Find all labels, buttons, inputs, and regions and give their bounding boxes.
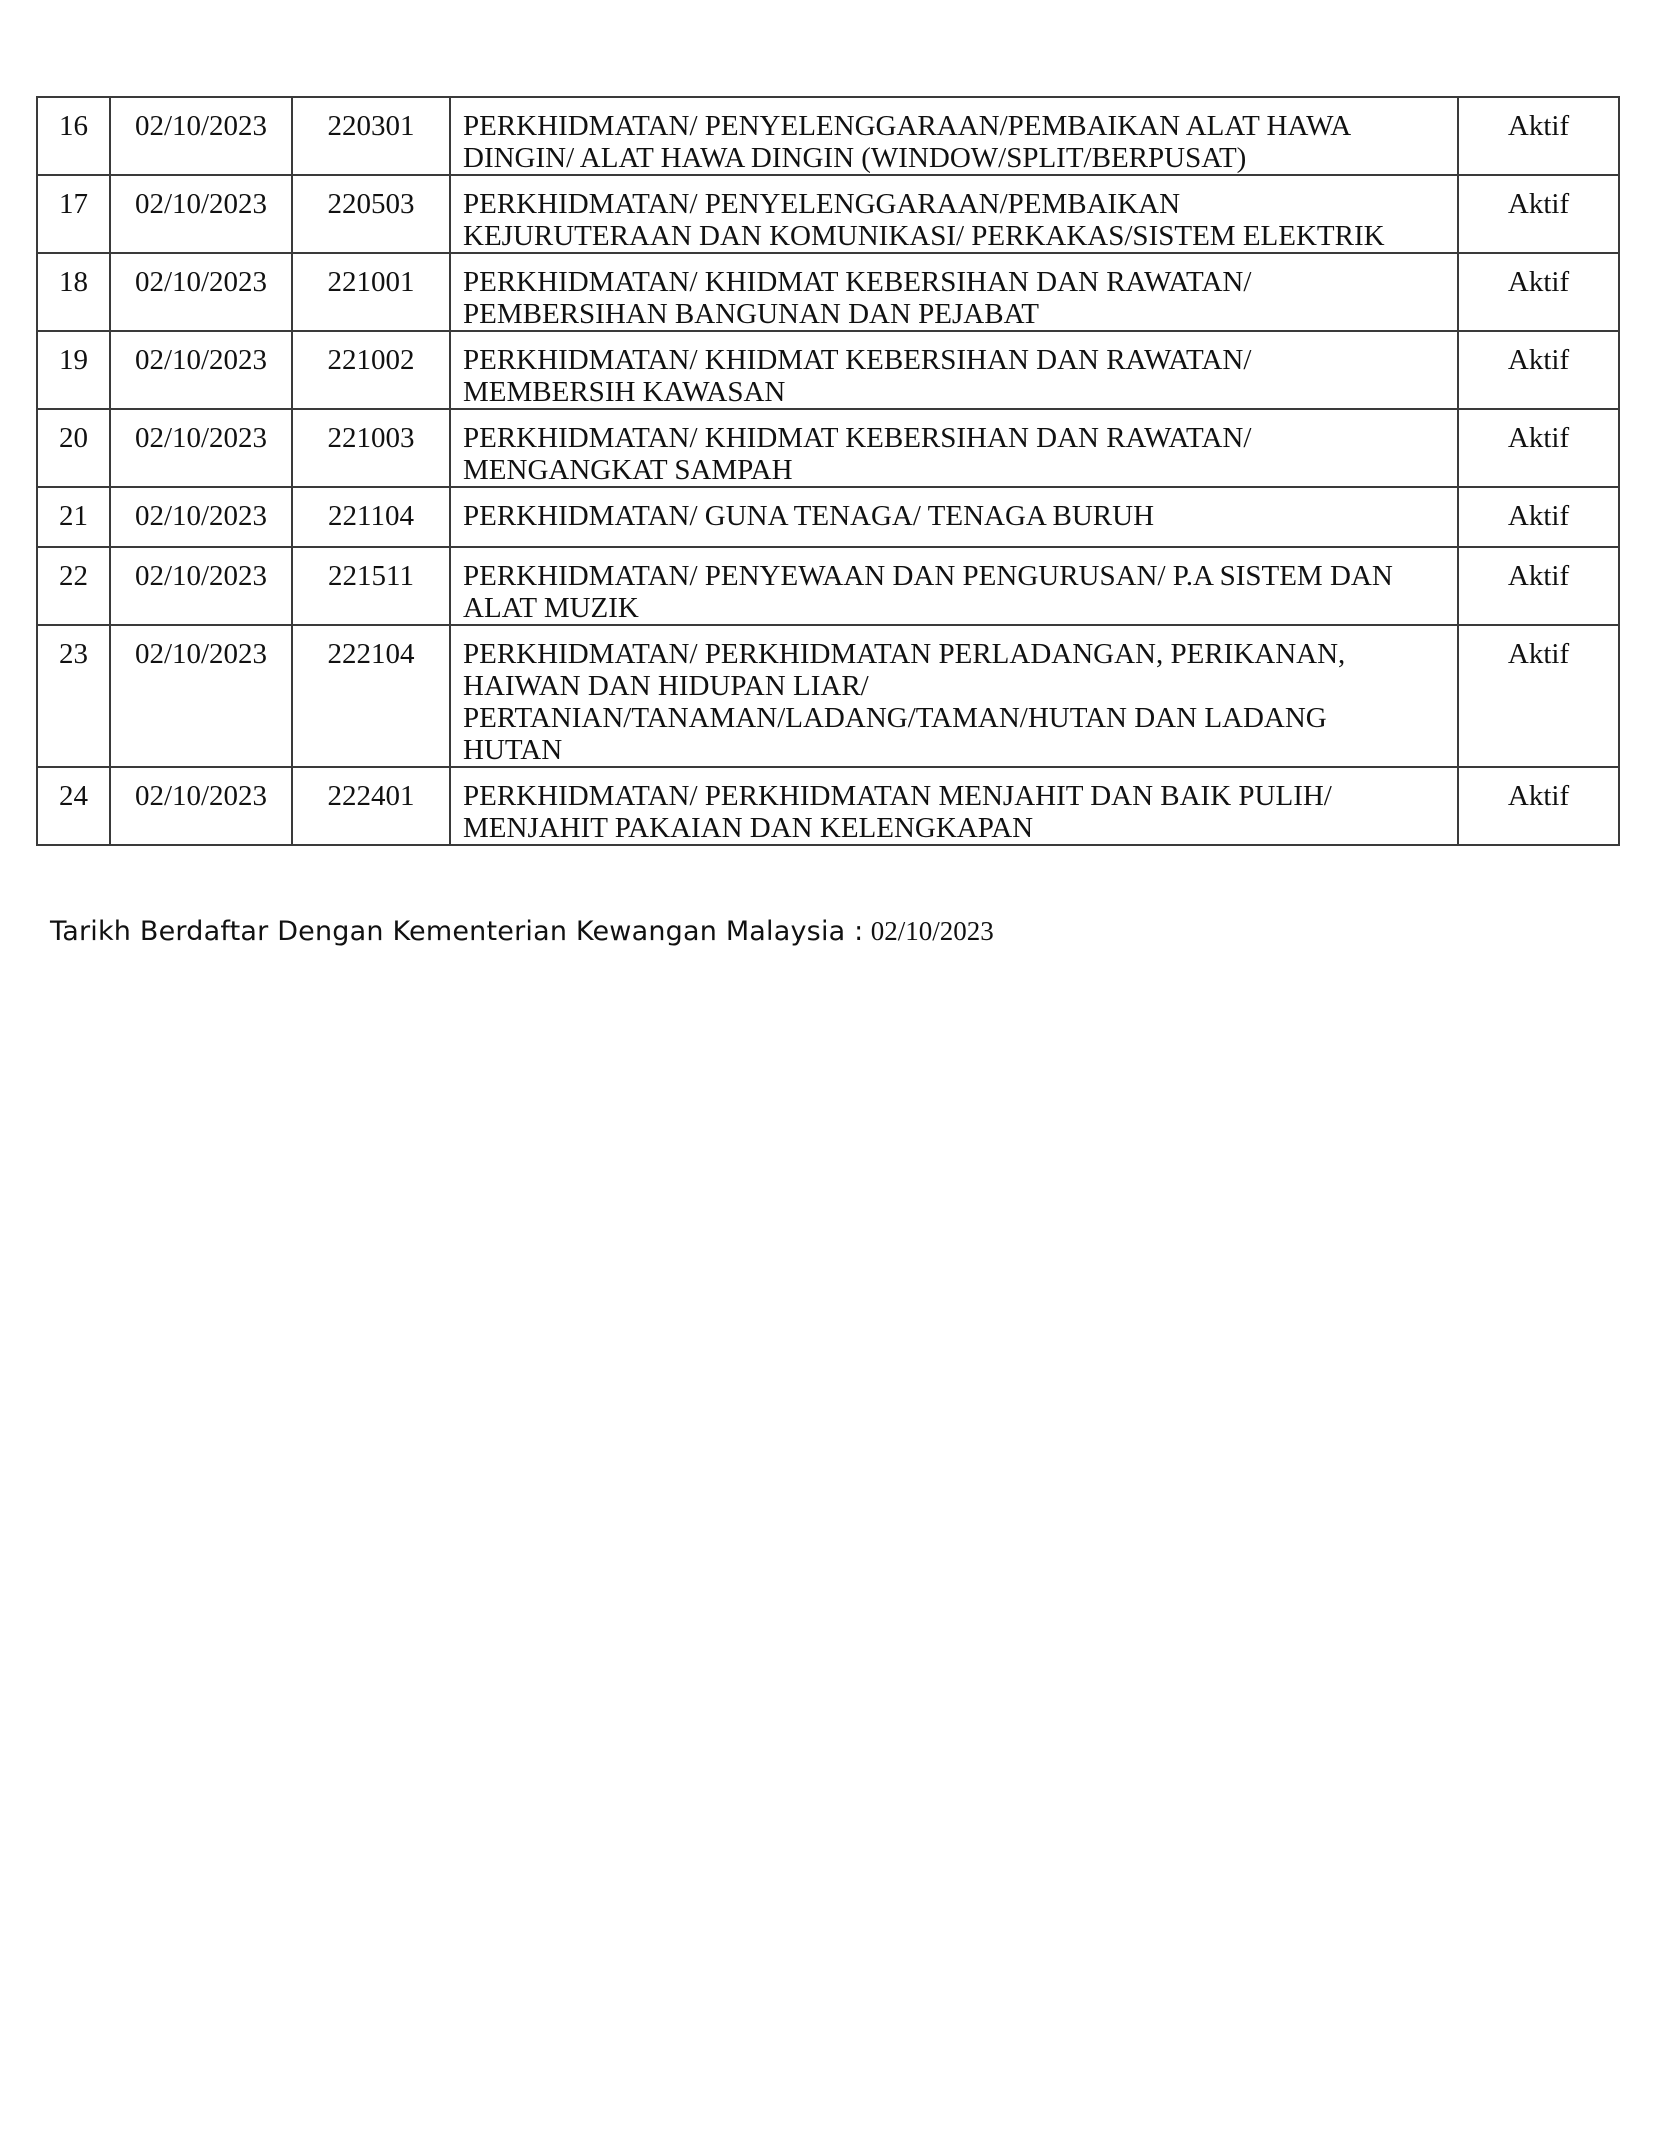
row-number: 24 [37, 767, 110, 845]
row-description: PERKHIDMATAN/ PERKHIDMATAN PERLADANGAN, PERIKANAN, HAIWAN DAN HIDUPAN LIAR/ PERTANIAN/TANAMAN/LADANG/TAMAN/HUTAN DAN LADANG HUTAN [450, 625, 1458, 767]
registration-date-value: 02/10/2023 [870, 916, 994, 946]
row-description: PERKHIDMATAN/ PENYELENGGARAAN/PEMBAIKAN KEJURUTERAAN DAN KOMUNIKASI/ PERKAKAS/SISTEM ELEKTRIK [450, 175, 1458, 253]
row-code: 220503 [292, 175, 450, 253]
row-description: PERKHIDMATAN/ KHIDMAT KEBERSIHAN DAN RAWATAN/ MEMBERSIH KAWASAN [450, 331, 1458, 409]
row-date: 02/10/2023 [110, 625, 292, 767]
row-date: 02/10/2023 [110, 331, 292, 409]
row-date: 02/10/2023 [110, 767, 292, 845]
row-number: 17 [37, 175, 110, 253]
row-status: Aktif [1458, 547, 1619, 625]
table-row [37, 331, 1619, 409]
table-row [37, 97, 1619, 175]
row-number: 22 [37, 547, 110, 625]
row-status: Aktif [1458, 767, 1619, 845]
table-row [37, 767, 1619, 845]
table-row [37, 547, 1619, 625]
row-date: 02/10/2023 [110, 547, 292, 625]
row-code: 221511 [292, 547, 450, 625]
row-status: Aktif [1458, 409, 1619, 487]
row-description: PERKHIDMATAN/ KHIDMAT KEBERSIHAN DAN RAWATAN/ PEMBERSIHAN BANGUNAN DAN PEJABAT [450, 253, 1458, 331]
row-description: PERKHIDMATAN/ KHIDMAT KEBERSIHAN DAN RAWATAN/ MENGANGKAT SAMPAH [450, 409, 1458, 487]
row-description: PERKHIDMATAN/ GUNA TENAGA/ TENAGA BURUH [450, 487, 1458, 547]
row-code: 222104 [292, 625, 450, 767]
row-code: 222401 [292, 767, 450, 845]
row-number: 18 [37, 253, 110, 331]
row-number: 23 [37, 625, 110, 767]
row-status: Aktif [1458, 331, 1619, 409]
registration-date-line [50, 914, 994, 949]
table-row [37, 625, 1619, 767]
row-date: 02/10/2023 [110, 97, 292, 175]
row-code: 221001 [292, 253, 450, 331]
row-date: 02/10/2023 [110, 409, 292, 487]
table-row [37, 175, 1619, 253]
row-number: 20 [37, 409, 110, 487]
row-code: 221104 [292, 487, 450, 547]
row-status: Aktif [1458, 625, 1619, 767]
row-code: 220301 [292, 97, 450, 175]
row-status: Aktif [1458, 253, 1619, 331]
row-number: 16 [37, 97, 110, 175]
row-description: PERKHIDMATAN/ PENYELENGGARAAN/PEMBAIKAN ALAT HAWA DINGIN/ ALAT HAWA DINGIN (WINDOW/SPLIT/BERPUSAT) [450, 97, 1458, 175]
table-row [37, 409, 1619, 487]
table-row [37, 253, 1619, 331]
registration-date-label: Tarikh Berdaftar Dengan Kementerian Kewangan Malaysia : [50, 916, 864, 947]
row-status: Aktif [1458, 97, 1619, 175]
registration-codes-table [36, 96, 1620, 846]
row-date: 02/10/2023 [110, 253, 292, 331]
row-description: PERKHIDMATAN/ PERKHIDMATAN MENJAHIT DAN BAIK PULIH/ MENJAHIT PAKAIAN DAN KELENGKAPAN [450, 767, 1458, 845]
row-number: 21 [37, 487, 110, 547]
row-code: 221003 [292, 409, 450, 487]
row-date: 02/10/2023 [110, 487, 292, 547]
row-date: 02/10/2023 [110, 175, 292, 253]
row-status: Aktif [1458, 487, 1619, 547]
row-description: PERKHIDMATAN/ PENYEWAAN DAN PENGURUSAN/ P.A SISTEM DAN ALAT MUZIK [450, 547, 1458, 625]
row-number: 19 [37, 331, 110, 409]
row-code: 221002 [292, 331, 450, 409]
row-status: Aktif [1458, 175, 1619, 253]
table-row [37, 487, 1619, 547]
